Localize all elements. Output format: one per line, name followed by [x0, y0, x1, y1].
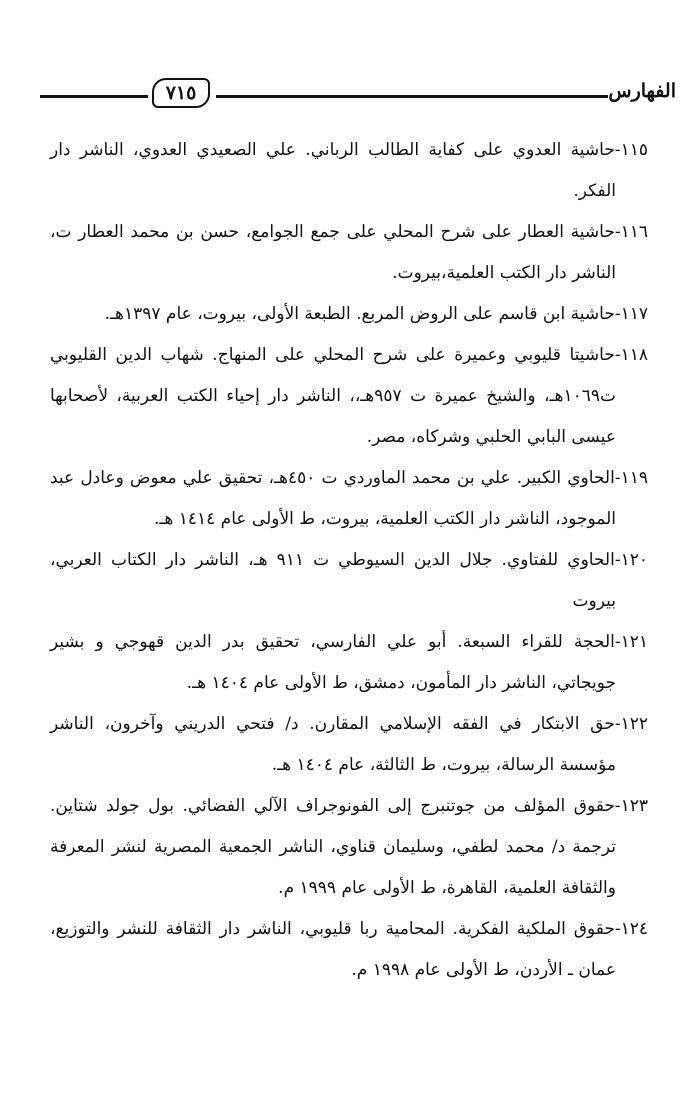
entry-number: ١١٦ — [620, 222, 648, 242]
bibliography-entry: ١٢٢-حق الابتكار في الفقه الإسلامي المقارن. د/ فتحي الدريني وآخرون، الناشر مؤسسة الرسالة، بيروت، ط الثالثة، عام ١٤٠٤ هـ. — [50, 714, 648, 775]
running-title: الفهارس — [608, 80, 676, 102]
entry-text: حاشية العطار على شرح المحلي على جمع الجوامع، حسن بن محمد العطار ت، الناشر دار الكتب العلمية،بيروت. — [50, 222, 616, 283]
entry-number: ١٢٢ — [620, 714, 648, 734]
entry-text: الحجة للقراء السبعة. أبو علي الفارسي، تحقيق بدر الدين قهوجي و بشير جويجاتي، الناشر دار المأمون، دمشق، ط الأولى عام ١٤٠٤ هـ. — [50, 632, 616, 693]
entry-number: ١٢٠ — [620, 550, 648, 570]
entry-text: حقوق المؤلف من جوتنبرج إلى الفونوجراف الآلي الفضائي. بول جولد شتاين. ترجمة د/ محمد لطفي، وسليمان قناوي، الناشر الجمعية المصرية لنشر المعرفة والثقافة العلمية، القاهرة، ط الأولى عام ١٩٩٩ م. — [50, 796, 616, 898]
bibliography-entry: ١٢٣-حقوق المؤلف من جوتنبرج إلى الفونوجراف الآلي الفضائي. بول جولد شتاين. ترجمة د/ محمد لطفي، وسليمان قناوي، الناشر الجمعية المصرية لنشر المعرفة والثقافة العلمية، القاهرة، ط الأولى عام ١٩٩٩ م. — [50, 796, 648, 898]
entry-number: ١٢٣ — [620, 796, 648, 816]
bibliography-entry: ١١٥-حاشية العدوي على كفاية الطالب الرباني. علي الصعيدي العدوي، الناشر دار الفكر. — [50, 140, 648, 201]
entry-number: ١١٥ — [620, 140, 648, 160]
entry-text: حاشية العدوي على كفاية الطالب الرباني. علي الصعيدي العدوي، الناشر دار الفكر. — [50, 140, 616, 201]
entry-number: ١٢٤ — [620, 919, 648, 939]
bibliography-entry: ١٢٤-حقوق الملكية الفكرية. المحامية ربا قليوبي، الناشر دار الثقافة للنشر والتوزيع، عمان ـ الأردن، ط الأولى عام ١٩٩٨ م. — [50, 919, 648, 980]
entry-number: ١١٩ — [620, 468, 648, 488]
entry-number: ١٢١ — [620, 632, 648, 652]
bibliography-entry: ١١٧-حاشية ابن قاسم على الروض المربع. الطبعة الأولى، بيروت، عام ١٣٩٧هـ. — [104, 304, 648, 324]
entry-text: حاشيتا قليوبي وعميرة على شرح المحلي على المنهاج. شهاب الدين القليوبي ت١٠٦٩هـ، والشيخ عميرة ت ٩٥٧هـ،، الناشر دار إحياء الكتب العربية، لأصحابها عيسى البابي الحلبي وشركاه، مصر. — [50, 345, 617, 447]
page-number-badge: ٧١٥ — [152, 78, 210, 108]
entry-text: حاشية ابن قاسم على الروض المربع. الطبعة الأولى، بيروت، عام ١٣٩٧هـ. — [104, 304, 615, 324]
bibliography-list — [50, 130, 648, 991]
entry-text: الحاوي الكبير. علي بن محمد الماوردي ت ٤٥٠هـ، تحقيق علي معوض وعادل عبد الموجود، الناشر دار الكتب العلمية، بيروت، ط الأولى عام ١٤١٤ هـ. — [50, 468, 616, 529]
entry-text: حق الابتكار في الفقه الإسلامي المقارن. د/ فتحي الدريني وآخرون، الناشر مؤسسة الرسالة، بيروت، ط الثالثة، عام ١٤٠٤ هـ. — [50, 714, 616, 775]
bibliography-entry: ١٢٠-الحاوي للفتاوي. جلال الدين السيوطي ت ٩١١ هـ، الناشر دار الكتاب العربي، بيروت — [50, 550, 648, 611]
bibliography-entry: ١١٦-حاشية العطار على شرح المحلي على جمع الجوامع، حسن بن محمد العطار ت، الناشر دار الكتب العلمية،بيروت. — [50, 222, 648, 283]
bibliography-entry: ١١٨-حاشيتا قليوبي وعميرة على شرح المحلي على المنهاج. شهاب الدين القليوبي ت١٠٦٩هـ، والشيخ عميرة ت ٩٥٧هـ،، الناشر دار إحياء الكتب العربية، لأصحابها عيسى البابي الحلبي وشركاه، مصر. — [50, 345, 648, 447]
header-rule-left — [40, 95, 148, 98]
page-header — [40, 70, 676, 120]
bibliography-entry: ١٢١-الحجة للقراء السبعة. أبو علي الفارسي، تحقيق بدر الدين قهوجي و بشير جويجاتي، الناشر دار المأمون، دمشق، ط الأولى عام ١٤٠٤ هـ. — [50, 632, 648, 693]
entry-number: ١١٨ — [620, 345, 648, 365]
entry-text: حقوق الملكية الفكرية. المحامية ربا قليوبي، الناشر دار الثقافة للنشر والتوزيع، عمان ـ الأردن، ط الأولى عام ١٩٩٨ م. — [50, 919, 616, 980]
bibliography-entry: ١١٩-الحاوي الكبير. علي بن محمد الماوردي ت ٤٥٠هـ، تحقيق علي معوض وعادل عبد الموجود، الناشر دار الكتب العلمية، بيروت، ط الأولى عام ١٤١٤ هـ. — [50, 468, 648, 529]
header-rule-right — [216, 95, 608, 98]
entry-text: الحاوي للفتاوي. جلال الدين السيوطي ت ٩١١ هـ، الناشر دار الكتاب العربي، بيروت — [50, 550, 616, 611]
entry-number: ١١٧ — [620, 304, 648, 324]
